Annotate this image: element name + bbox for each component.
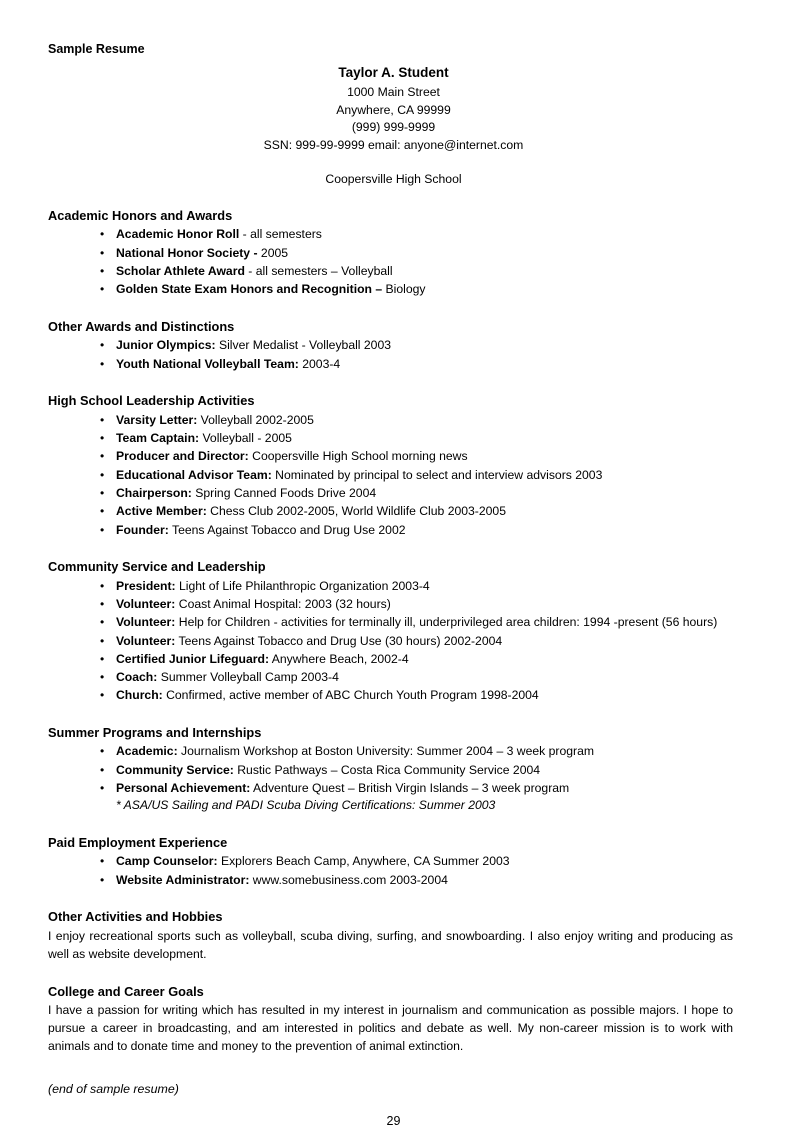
document-label: Sample Resume bbox=[48, 42, 145, 56]
list-item-detail: 2005 bbox=[257, 245, 289, 260]
list-item-label: Volunteer: bbox=[116, 633, 176, 648]
section-list bbox=[48, 412, 739, 539]
page-number: 29 bbox=[386, 1113, 401, 1128]
list-item-detail: Spring Canned Foods Drive 2004 bbox=[191, 485, 377, 500]
list-item bbox=[48, 578, 739, 595]
list-item-label: Producer and Director: bbox=[116, 449, 249, 464]
list-item-label: Website Administrator: bbox=[116, 872, 250, 887]
list-item bbox=[48, 743, 739, 760]
list-item-detail: Volleyball - 2005 bbox=[199, 430, 292, 445]
list-item-label: Volunteer: bbox=[116, 596, 176, 611]
list-item-note: * ASA/US Sailing and PADI Scuba Diving Certifications: Summer 2003 bbox=[116, 798, 496, 813]
list-item-label: Coach: bbox=[116, 670, 158, 685]
list-item-detail: Adventure Quest – British Virgin Islands – 3 week program bbox=[250, 781, 570, 796]
list-item bbox=[48, 356, 739, 373]
list-item bbox=[48, 872, 739, 889]
list-item bbox=[48, 337, 739, 354]
list-item-detail: Journalism Workshop at Boston University: Summer 2004 – 3 week program bbox=[177, 744, 594, 759]
list-item-label: Community Service: bbox=[116, 762, 234, 777]
section-title-hobbies: Other Activities and Hobbies bbox=[48, 909, 223, 925]
candidate-ssn-email: SSN: 999-99-9999 email: anyone@internet.com bbox=[263, 137, 524, 152]
list-item-detail: Light of Life Philanthropic Organization 2003-4 bbox=[175, 578, 430, 593]
list-item bbox=[48, 430, 739, 447]
candidate-header bbox=[48, 63, 739, 155]
list-item-label: Academic Honor Roll bbox=[116, 227, 240, 242]
list-item-label: Youth National Volleyball Team: bbox=[116, 356, 299, 371]
end-note: (end of sample resume) bbox=[48, 1081, 179, 1096]
list-item-detail: www.somebusiness.com 2003-2004 bbox=[249, 872, 448, 887]
section-title-goals: College and Career Goals bbox=[48, 983, 204, 999]
list-item-detail: 2003-4 bbox=[298, 356, 341, 371]
list-item-label: Volunteer: bbox=[116, 615, 176, 630]
list-item-detail: Rustic Pathways – Costa Rica Community Service 2004 bbox=[233, 762, 541, 777]
list-item bbox=[48, 281, 739, 298]
section-list bbox=[48, 743, 739, 814]
list-item bbox=[48, 596, 739, 613]
candidate-school: Coopersville High School bbox=[325, 171, 462, 186]
list-item-detail: Confirmed, active member of ABC Church Youth Program 1998-2004 bbox=[162, 688, 539, 703]
section-list bbox=[48, 853, 739, 889]
list-item bbox=[48, 412, 739, 429]
candidate-name: Taylor A. Student bbox=[338, 65, 449, 80]
goals-paragraph: I have a passion for writing which has resulted in my interest in journalism and communication as possible majors. I hope to pursue a career in broadcasting, and am interested in politics and debate as well. My non-career mission is to work with animals and to donate time and money to the prevention of animal extinction. bbox=[48, 1003, 733, 1054]
list-item-label: Chairperson: bbox=[116, 485, 192, 500]
list-item-detail: Coopersville High School morning news bbox=[248, 449, 468, 464]
list-item-label: Active Member: bbox=[116, 504, 207, 519]
section-title: Academic Honors and Awards bbox=[48, 207, 233, 223]
list-item-label: Academic: bbox=[116, 744, 178, 759]
section-list bbox=[48, 226, 739, 298]
list-item bbox=[48, 651, 739, 668]
list-item bbox=[48, 853, 739, 870]
list-item-label: Varsity Letter: bbox=[116, 412, 198, 427]
list-item-label: Junior Olympics: bbox=[116, 338, 216, 353]
section-title: High School Leadership Activities bbox=[48, 392, 255, 408]
section-title: Community Service and Leadership bbox=[48, 558, 266, 574]
list-item bbox=[48, 614, 739, 631]
list-item bbox=[48, 522, 739, 539]
list-item bbox=[48, 762, 739, 779]
list-item-label: Founder: bbox=[116, 522, 169, 537]
list-item-detail: Summer Volleyball Camp 2003-4 bbox=[157, 670, 339, 685]
list-item bbox=[48, 245, 739, 262]
list-item bbox=[48, 669, 739, 686]
list-item-label: President: bbox=[116, 578, 176, 593]
list-item-detail: Help for Children - activities for terminally ill, underprivileged area children: 1994 -present (56 hours) bbox=[175, 615, 718, 630]
hobbies-paragraph: I enjoy recreational sports such as volleyball, scuba diving, surfing, and snowboarding. I also enjoy writing and producing as well as website development. bbox=[48, 928, 733, 961]
section-title: Other Awards and Distinctions bbox=[48, 318, 235, 334]
list-item-detail: Coast Animal Hospital: 2003 (32 hours) bbox=[175, 596, 391, 611]
section-list bbox=[48, 578, 739, 705]
list-item-detail: Nominated by principal to select and interview advisors 2003 bbox=[271, 467, 603, 482]
section-list bbox=[48, 337, 739, 373]
list-item bbox=[48, 226, 739, 243]
list-item-label: Church: bbox=[116, 688, 163, 703]
list-item bbox=[48, 448, 739, 465]
list-item-detail: - all semesters bbox=[239, 227, 322, 242]
list-item bbox=[48, 263, 739, 280]
candidate-city-state-zip: Anywhere, CA 99999 bbox=[336, 102, 451, 117]
list-item-detail: Volleyball 2002-2005 bbox=[197, 412, 314, 427]
resume-sections bbox=[48, 208, 739, 889]
list-item bbox=[48, 503, 739, 520]
list-item bbox=[48, 687, 739, 704]
list-item-detail: Teens Against Tobacco and Drug Use (30 hours) 2002-2004 bbox=[175, 633, 503, 648]
list-item-label: Certified Junior Lifeguard: bbox=[116, 651, 270, 666]
list-item-label: National Honor Society - bbox=[116, 245, 258, 260]
list-item-label: Scholar Athlete Award bbox=[116, 264, 245, 279]
list-item bbox=[48, 633, 739, 650]
section-title: Summer Programs and Internships bbox=[48, 724, 262, 740]
list-item-detail: Chess Club 2002-2005, World Wildlife Club 2003-2005 bbox=[206, 504, 506, 519]
candidate-address: 1000 Main Street bbox=[347, 84, 440, 99]
candidate-phone: (999) 999-9999 bbox=[351, 120, 436, 135]
list-item-label: Camp Counselor: bbox=[116, 854, 218, 869]
list-item bbox=[48, 780, 739, 815]
section-title: Paid Employment Experience bbox=[48, 834, 228, 850]
list-item-detail: Explorers Beach Camp, Anywhere, CA Summer 2003 bbox=[217, 854, 510, 869]
list-item-detail: Teens Against Tobacco and Drug Use 2002 bbox=[168, 522, 406, 537]
list-item-label: Personal Achievement: bbox=[116, 781, 251, 796]
list-item-detail: Silver Medalist - Volleyball 2003 bbox=[215, 338, 392, 353]
list-item-detail: Anywhere Beach, 2002-4 bbox=[269, 651, 409, 666]
list-item bbox=[48, 467, 739, 484]
list-item-label: Educational Advisor Team: bbox=[116, 467, 272, 482]
list-item-label: Golden State Exam Honors and Recognition – bbox=[116, 282, 383, 297]
list-item-label: Team Captain: bbox=[116, 430, 200, 445]
list-item bbox=[48, 485, 739, 502]
list-item-detail: Biology bbox=[382, 282, 426, 297]
list-item-detail: - all semesters – Volleyball bbox=[244, 264, 393, 279]
